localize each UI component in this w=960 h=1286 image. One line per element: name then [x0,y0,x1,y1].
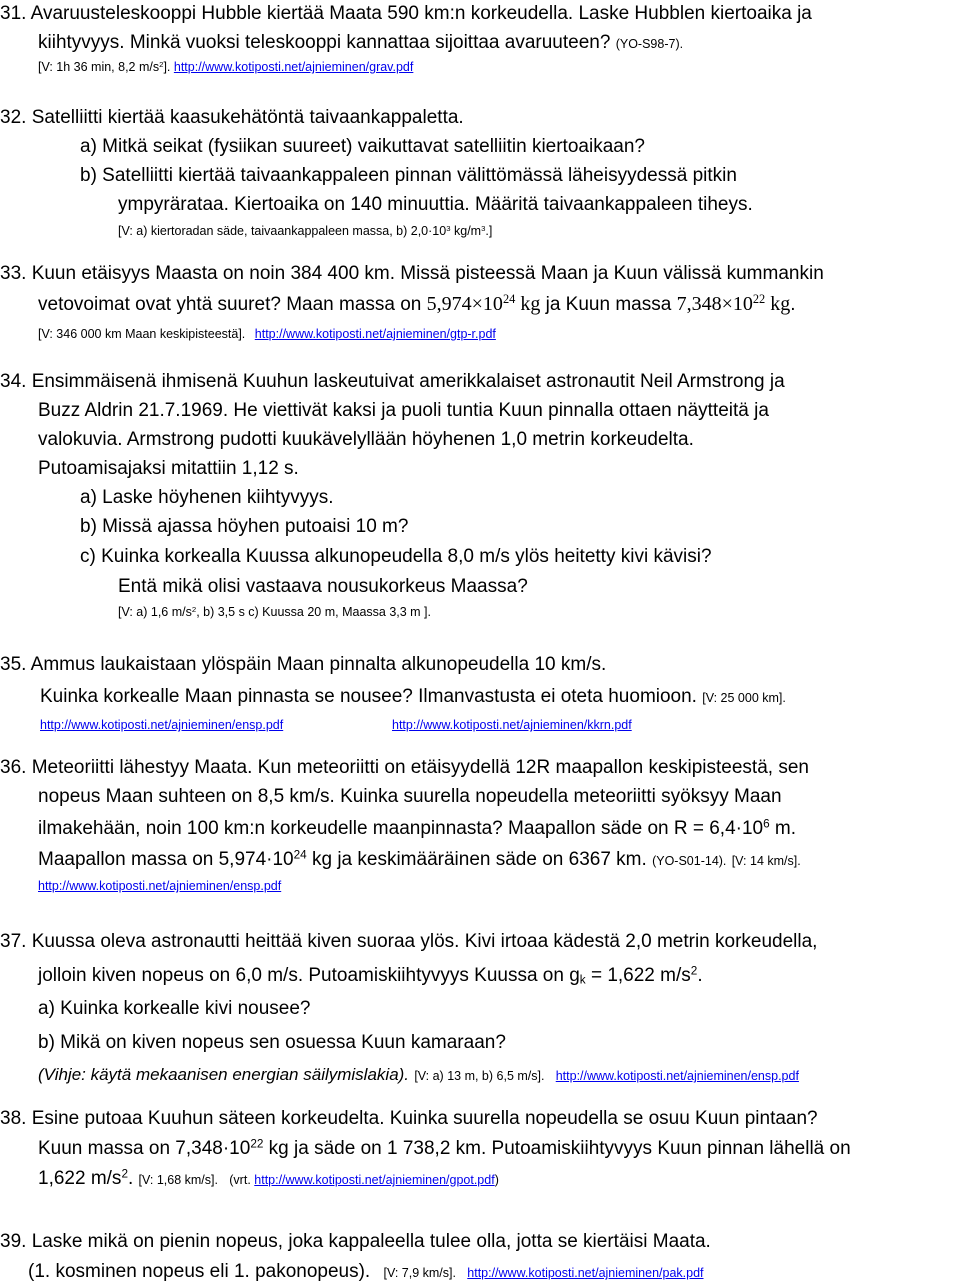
problem-32-answer: [V: a) kiertoradan säde, taivaankappaleen massa, b) $2,0\cdot 10^3$ $kg/m^3$.] [118,223,493,238]
problem-31-line-2 [38,31,683,56]
problem-33-answer-line [38,322,496,346]
problem-34-part-a: a) Laske höyhenen kiihtyvyys. [80,487,334,508]
problem-34-line-1: 34. Ensimmäisenä ihmisenä Kuuhun laskeutuivat amerikkalaiset astronautit Neil Armstrong ja [0,371,785,392]
problem-38-answer: [V: 1,68 km/s]. [138,1173,218,1187]
problem-36-link[interactable]: http://www.kotiposti.net/ajnieminen/ensp.pdf [38,879,282,893]
problem-37-hint: (Vihje: käytä mekaanisen energian säilymislakia). [38,1065,410,1084]
problem-37-hint-line [38,1063,799,1088]
problem-31-exam-ref: (YO-S98-7). [615,37,684,51]
problem-33-line-2: vetovoimat ovat yhtä suuret? Maan massa on $5,974\times 10^{24}$ kg ja Kuun massa $7,348\times 10^{22}$ kg. [38,292,796,315]
problem-37-answer: [V: a) 13 m, b) 6,5 m/s]. [414,1069,545,1083]
problem-38-line-3: 1,622 $m/s^2$. [V: 1,68 km/s]. (vrt. http://www.kotiposti.net/ajnieminen/gpot.pdf) [38,1167,499,1189]
problem-32-part-a: a) Mitkä seikat (fysiikan suureet) vaikuttavat satelliitin kiertoaikaan? [80,136,645,157]
problem-34-part-c-line-2: Entä mikä olisi vastaava nousukorkeus Maassa? [118,576,528,597]
problem-34-answer: [V: a) 1,6 $m/s^2$, b) 3,5 s c) Kuussa 20 m, Maassa 3,3 m ]. [118,604,432,619]
problem-34-line-2: Buzz Aldrin 21.7.1969. He viettivät kaksi ja puoli tuntia Kuun pinnalla ottaen näytteitä ja [38,400,769,421]
problem-36-answer: [V: 14 km/s]. [731,854,801,868]
problem-31-text: kiihtyvyys. Minkä vuoksi teleskooppi kannattaa sijoittaa avaruuteen? [38,32,611,53]
problem-35-link-kkrn[interactable]: http://www.kotiposti.net/ajnieminen/kkrn.pdf [392,718,632,732]
problem-38-vrt: (vrt. http://www.kotiposti.net/ajnieminen/gpot.pdf) [229,1173,499,1187]
problem-36-line-2: nopeus Maan suhteen on 8,5 km/s. Kuinka suurella nopeudella meteoriitti syöksyy Maan [38,786,782,807]
earth-mass-formula: $5,974\times 10^{24}$ kg [426,292,541,315]
problem-35-answer: [V: 25 000 km]. [702,691,786,705]
problem-35-line-1: 35. Ammus laukaistaan ylöspäin Maan pinnalta alkunopeudella 10 km/s. [0,654,607,675]
problem-37-part-a: a) Kuinka korkealle kivi nousee? [38,998,311,1019]
problem-38-line-1: 38. Esine putoaa Kuuhun säteen korkeudelta. Kuinka suurella nopeudella se osuu Kuun pintaan? [0,1108,818,1129]
moon-mass-formula: $7,348\times 10^{22}$ kg [676,292,791,315]
problem-31-line-1: 31. Avaruusteleskooppi Hubble kiertää Maata 590 km:n korkeudella. Laske Hubblen kiertoaika ja [0,3,812,24]
problem-38-line-2: Kuun massa on $7,348\cdot 10^{22}$ kg ja säde on 1 738,2 km. Putoamiskiihtyvyys Kuun pinnan lähellä on [38,1137,851,1159]
problem-33-line-1: 33. Kuun etäisyys Maasta on noin 384 400 km. Missä pisteessä Maan ja Kuun välissä kummankin [0,263,824,284]
problem-34-part-b: b) Missä ajassa höyhen putoaisi 10 m? [80,516,409,537]
problem-39-line-2: (1. kosminen nopeus eli 1. pakonopeus). [V: 7,9 km/s]. http://www.kotiposti.net/ajnieminen/pak.pdf [28,1261,704,1282]
problem-39-answer: [V: 7,9 km/s]. [383,1266,456,1280]
problem-32-part-b-line-1: b) Satelliitti kiertää taivaankappaleen pinnan välittömässä läheisyydessä pitkin [80,165,737,186]
problem-39-link[interactable]: http://www.kotiposti.net/ajnieminen/pak.pdf [467,1266,704,1280]
problem-31-answer: [V: 1h 36 min, 8,2 $m/s^2$]. [38,59,171,74]
problem-31-answer-line [38,55,413,79]
problem-34-line-3: valokuvia. Armstrong pudotti kuukävelyllään höyhenen 1,0 metrin korkeudelta. [38,429,694,450]
problem-35-line-2: Kuinka korkealle Maan pinnasta se nousee? Ilmanvastusta ei oteta huomioon. [V: 25 000 km]. [40,686,786,707]
problem-37-line-2: jolloin kiven nopeus on 6,0 m/s. Putoamiskiihtyvyys Kuussa on $g_k = 1,622$ $m/s^2$. [38,964,703,987]
problem-36-line-3: ilmakehään, noin 100 km:n korkeudelle maanpinnasta? Maapallon säde on $R = 6,4\cdot 10^6$ m. [38,817,797,839]
problem-38-link[interactable]: http://www.kotiposti.net/ajnieminen/gpot.pdf [254,1173,495,1187]
problem-32-title: 32. Satelliitti kiertää kaasukehätöntä taivaankappaletta. [0,107,464,128]
problem-37-link[interactable]: http://www.kotiposti.net/ajnieminen/ensp.pdf [555,1069,799,1083]
problem-37-part-b: b) Mikä on kiven nopeus sen osuessa Kuun kamaraan? [38,1032,506,1053]
problem-36-line-4: Maapallon massa on $5,974\cdot 10^{24}$ kg ja keskimääräinen säde on 6367 km. (YO-S01-14). [V: 14 km/s]. [38,848,801,870]
problem-33-link[interactable]: http://www.kotiposti.net/ajnieminen/gtp-r.pdf [254,327,496,341]
problem-32-part-b-line-2: ympyrärataa. Kiertoaika on 140 minuuttia. Määritä taivaankappaleen tiheys. [118,194,753,215]
problem-33-answer: [V: 346 000 km Maan keskipisteestä]. [38,327,246,341]
problem-37-line-1: 37. Kuussa oleva astronautti heittää kiven suoraa ylös. Kivi irtoaa kädestä 2,0 metrin korkeudella, [0,931,818,952]
problem-39-line-1: 39. Laske mikä on pienin nopeus, joka kappaleella tulee olla, jotta se kiertäisi Maata. [0,1231,711,1252]
problem-34-line-4: Putoamisajaksi mitattiin 1,12 s. [38,458,299,479]
problem-31-link[interactable]: http://www.kotiposti.net/ajnieminen/grav.pdf [173,60,414,74]
problem-36-exam-ref: (YO-S01-14). [652,854,727,868]
problem-36-line-1: 36. Meteoriitti lähestyy Maata. Kun meteoriitti on etäisyydellä 12R maapallon keskipisteestä, sen [0,757,809,778]
problem-35-link-ensp[interactable]: http://www.kotiposti.net/ajnieminen/ensp.pdf [40,718,284,732]
problem-34-part-c: c) Kuinka korkealla Kuussa alkunopeudella 8,0 m/s ylös heitetty kivi kävisi? [80,546,712,567]
